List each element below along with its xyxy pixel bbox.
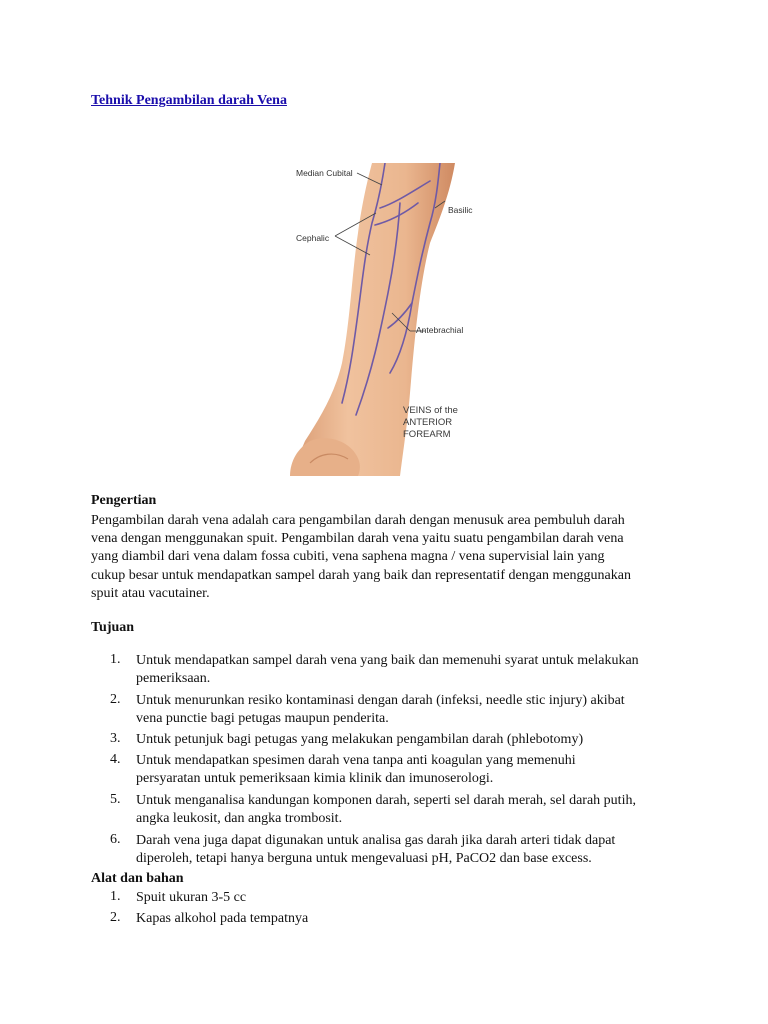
heading-alat-dan-bahan: Alat dan bahan bbox=[91, 871, 184, 886]
list-number: 1. bbox=[110, 652, 121, 667]
list-line: pemeriksaan. bbox=[136, 670, 211, 686]
forearm-veins-figure bbox=[290, 163, 485, 476]
paragraph-line: yang diambil dari vena dalam fossa cubiti, vena saphena magna / vena supervisial lain yang bbox=[91, 549, 605, 565]
list-number: 5. bbox=[110, 792, 121, 807]
list-line: diperoleh, tetapi hanya berguna untuk mengevaluasi pH, PaCO2 dan base excess. bbox=[136, 850, 592, 866]
heading-tujuan: Tujuan bbox=[91, 620, 135, 635]
label-antebrachial: Antebrachial bbox=[416, 325, 464, 335]
list-line: Untuk menganalisa kandungan komponen darah, seperti sel darah merah, sel darah putih, bbox=[136, 793, 636, 808]
list-number: 6. bbox=[110, 832, 121, 847]
list-line: Untuk petunjuk bagi petugas yang melakukan pengambilan darah (phlebotomy) bbox=[136, 732, 584, 747]
list-text bbox=[136, 752, 576, 787]
list-line: vena punctie bagi petugas maupun penderita. bbox=[136, 710, 389, 726]
list-line: persyaratan untuk pemeriksaan kimia klinik dan imunoserologi. bbox=[136, 770, 494, 786]
list-line: Kapas alkohol pada tempatnya bbox=[136, 911, 309, 926]
label-basilic: Basilic bbox=[448, 205, 473, 215]
list-text bbox=[136, 792, 636, 827]
paragraph-line: Pengambilan darah vena adalah cara pengambilan darah dengan menusuk area pembuluh darah bbox=[91, 513, 625, 528]
title-link[interactable]: Tehnik Pengambilan darah Vena bbox=[91, 93, 287, 108]
figure-caption-line-3: FOREARM bbox=[403, 429, 451, 440]
paragraph-line: cukup besar untuk mendapatkan sampel darah yang baik dan representatif dengan menggunakan bbox=[91, 567, 631, 583]
list-text bbox=[136, 692, 625, 727]
figure-caption-line-2: ANTERIOR bbox=[403, 417, 453, 428]
label-cephalic: Cephalic bbox=[296, 233, 330, 243]
paragraph-line: spuit atau vacutainer. bbox=[91, 585, 210, 601]
list-text bbox=[136, 832, 615, 867]
list-text bbox=[136, 652, 639, 687]
list-line: Untuk mendapatkan spesimen darah vena tanpa anti koagulan yang memenuhi bbox=[136, 753, 576, 768]
list-number: 1. bbox=[110, 889, 121, 904]
list-text bbox=[136, 910, 308, 928]
list-line: Untuk menurunkan resiko kontaminasi dengan darah (infeksi, needle stic injury) akibat bbox=[136, 693, 625, 708]
list-line: Darah vena juga dapat digunakan untuk analisa gas darah jika darah arteri tidak dapat bbox=[136, 833, 616, 848]
pengertian-paragraph bbox=[91, 512, 691, 603]
heading-pengertian: Pengertian bbox=[91, 493, 157, 508]
figure-caption-line-1: VEINS of the bbox=[403, 405, 458, 416]
paragraph-line: vena dengan menggunakan spuit. Pengambilan darah vena yaitu suatu pengambilan darah vena bbox=[91, 531, 624, 547]
label-median-cubital: Median Cubital bbox=[296, 168, 353, 178]
list-number: 2. bbox=[110, 910, 121, 925]
list-number: 4. bbox=[110, 752, 121, 767]
list-number: 3. bbox=[110, 731, 121, 746]
list-line: Spuit ukuran 3-5 cc bbox=[136, 890, 247, 905]
list-text bbox=[136, 731, 583, 749]
list-line: angka leukosit, dan angka trombosit. bbox=[136, 810, 343, 826]
list-number: 2. bbox=[110, 692, 121, 707]
forearm-illustration bbox=[290, 163, 485, 476]
list-text bbox=[136, 889, 246, 907]
list-line: Untuk mendapatkan sampel darah vena yang baik dan memenuhi syarat untuk melakukan bbox=[136, 653, 639, 668]
